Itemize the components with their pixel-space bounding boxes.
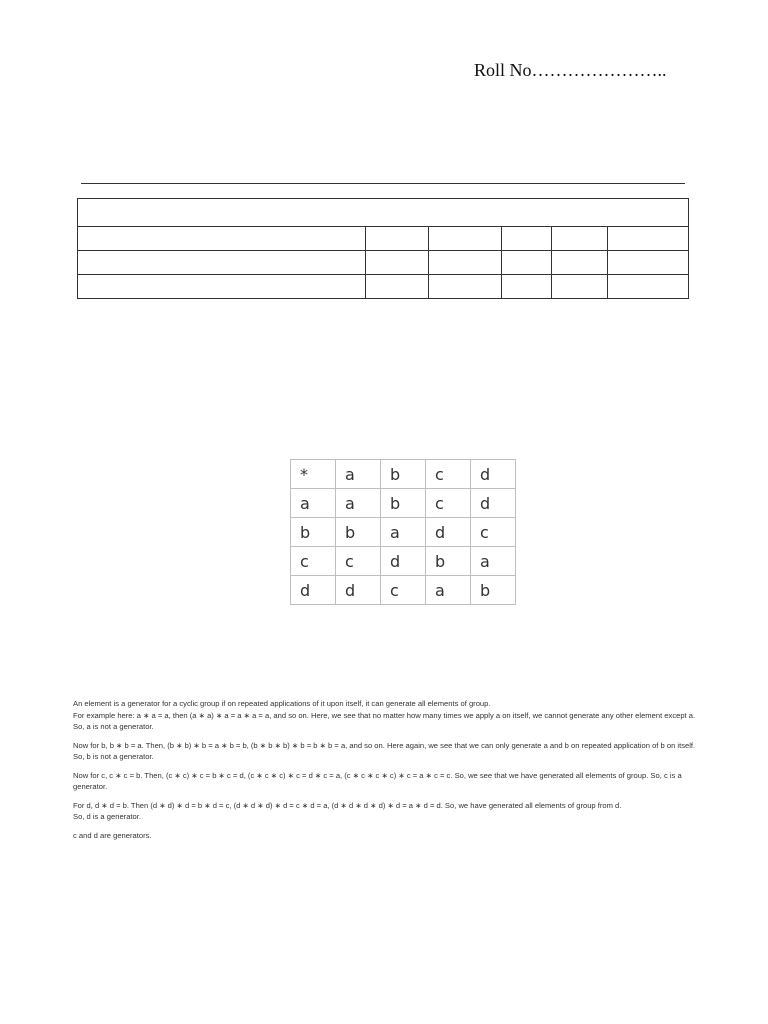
marks-table-header-row <box>78 199 689 227</box>
cayley-cell: d <box>381 547 426 576</box>
marks-table-cell <box>429 275 502 299</box>
cayley-cell: b <box>471 576 516 605</box>
marks-table-header-cell <box>78 199 689 227</box>
marks-table-cell <box>366 275 429 299</box>
answer-paragraph <box>73 698 699 733</box>
marks-table-cell <box>78 227 366 251</box>
cayley-cell: c <box>426 460 471 489</box>
cayley-table <box>290 459 516 605</box>
cayley-row <box>291 460 516 489</box>
marks-table-row <box>78 275 689 299</box>
marks-table-cell <box>429 251 502 275</box>
cayley-cell: a <box>336 460 381 489</box>
cayley-cell: a <box>381 518 426 547</box>
marks-table-cell <box>78 275 366 299</box>
cayley-cell: * <box>291 460 336 489</box>
answer-line: An element is a generator for a cyclic group if on repeated applications of it upon itself, it can generate all elements of group. <box>73 699 491 708</box>
cayley-row <box>291 518 516 547</box>
marks-table-cell <box>552 227 608 251</box>
cayley-cell: d <box>291 576 336 605</box>
cayley-cell: b <box>426 547 471 576</box>
answer-line: So, d is a generator. <box>73 812 141 821</box>
cayley-row <box>291 547 516 576</box>
cayley-cell: a <box>336 489 381 518</box>
answer-paragraph <box>73 800 699 823</box>
cayley-cell: c <box>471 518 516 547</box>
marks-table-cell <box>608 227 689 251</box>
answer-paragraph: Now for b, b ∗ b = a. Then, (b ∗ b) ∗ b = a ∗ b = b, (b ∗ b ∗ b) ∗ b = b ∗ b = a, and so on. Here again, we see that we can only generate a and b on repeated application of b on itself. So, b is not a generator. <box>73 740 696 761</box>
marks-table-cell <box>366 227 429 251</box>
cayley-cell: c <box>381 576 426 605</box>
cayley-cell: d <box>471 460 516 489</box>
marks-table <box>77 198 689 299</box>
marks-table-cell <box>552 251 608 275</box>
marks-table-cell <box>366 251 429 275</box>
answer-text <box>73 698 699 848</box>
marks-table-row <box>78 227 689 251</box>
marks-table-cell <box>429 227 502 251</box>
cayley-cell: d <box>471 489 516 518</box>
marks-table-cell <box>608 251 689 275</box>
cayley-cell: c <box>336 547 381 576</box>
answer-line: For d, d ∗ d = b. Then (d ∗ d) ∗ d = b ∗ d = c, (d ∗ d ∗ d) ∗ d = c ∗ d = a, (d ∗ d ∗ d ∗ d) ∗ d = a ∗ d = d. So, we have generated all elements of group from d. <box>73 800 622 810</box>
cayley-cell: d <box>336 576 381 605</box>
cayley-cell: c <box>291 547 336 576</box>
cayley-cell: a <box>471 547 516 576</box>
cayley-cell: b <box>381 489 426 518</box>
marks-table-cell <box>502 275 552 299</box>
cayley-row <box>291 576 516 605</box>
marks-table-row <box>78 251 689 275</box>
cayley-cell: d <box>426 518 471 547</box>
answer-conclusion: c and d are generators. <box>73 830 152 840</box>
cayley-cell: b <box>381 460 426 489</box>
cayley-cell: a <box>426 576 471 605</box>
roll-number-label: Roll No………………….. <box>474 60 667 80</box>
cayley-cell: c <box>426 489 471 518</box>
cayley-cell: b <box>336 518 381 547</box>
marks-table-cell <box>608 275 689 299</box>
marks-table-cell <box>502 227 552 251</box>
answer-line: For example here: a ∗ a = a, then (a ∗ a) ∗ a = a ∗ a = a, and so on. Here, we see that no matter how many times we apply a on itself, we cannot generate any other element except a. So, a is not a generator. <box>73 710 696 731</box>
marks-table-cell <box>502 251 552 275</box>
horizontal-rule <box>81 183 685 184</box>
marks-table-cell <box>78 251 366 275</box>
marks-table-cell <box>552 275 608 299</box>
cayley-cell: b <box>291 518 336 547</box>
answer-paragraph: Now for c, c ∗ c = b. Then, (c ∗ c) ∗ c = b ∗ c = d, (c ∗ c ∗ c) ∗ c = d ∗ c = a, (c ∗ c ∗ c ∗ c) ∗ c = a ∗ c = c. So, we see that we have generated all elements of group. So, c is a generator. <box>73 770 682 791</box>
cayley-cell: a <box>291 489 336 518</box>
cayley-row <box>291 489 516 518</box>
